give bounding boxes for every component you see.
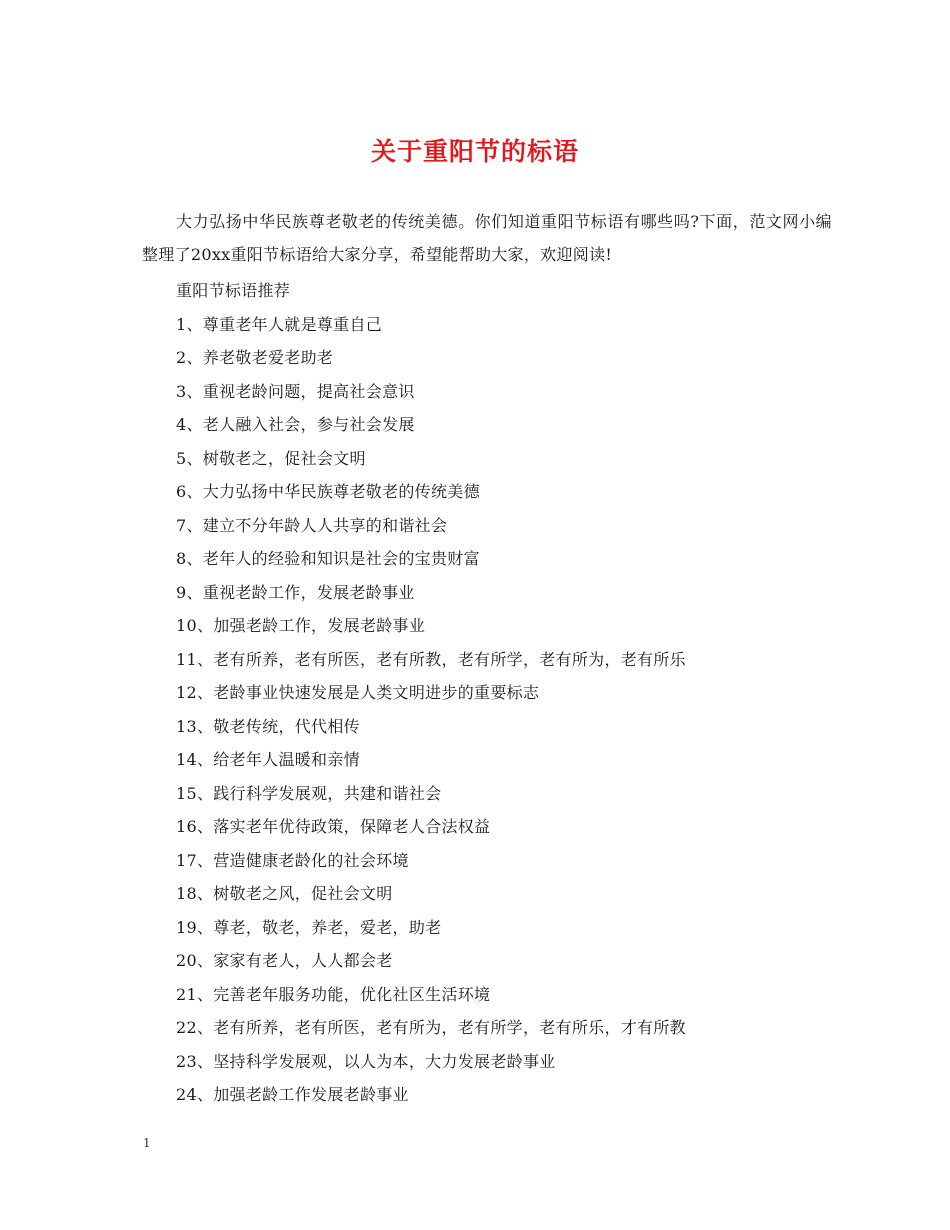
page-title: 关于重阳节的标语 — [370, 137, 579, 166]
intro-paragraph: 大力弘扬中华民族尊老敬老的传统美德。你们知道重阳节标语有哪些吗?下面，范文网小编整理了20xx重阳节标语给大家分享，希望能帮助大家，欢迎阅读! — [142, 212, 832, 264]
section-heading: 重阳节标语推荐 — [176, 281, 291, 300]
list-item: 16、落实老年优待政策，保障老人合法权益 — [176, 817, 491, 836]
list-item: 22、老有所养，老有所医，老有所为，老有所学，老有所乐，才有所教 — [176, 1018, 686, 1037]
list-item: 12、老龄事业快速发展是人类文明进步的重要标志 — [176, 683, 540, 702]
list-item: 3、重视老龄问题，提高社会意识 — [176, 381, 415, 401]
slogan-list — [176, 274, 686, 1112]
list-item: 10、加强老龄工作，发展老龄事业 — [176, 616, 426, 635]
list-item: 24、加强老龄工作发展老龄事业 — [176, 1085, 409, 1104]
list-item: 21、完善老年服务功能，优化社区生活环境 — [176, 984, 491, 1004]
list-item: 5、树敬老之，促社会文明 — [176, 448, 366, 468]
list-item: 13、敬老传统，代代相传 — [176, 716, 360, 736]
list-item: 23、坚持科学发展观，以人为本，大力发展老龄事业 — [176, 1051, 556, 1071]
list-item: 1、尊重老年人就是尊重自己 — [176, 314, 383, 334]
list-item: 6、大力弘扬中华民族尊老敬老的传统美德 — [176, 482, 480, 501]
list-item: 18、树敬老之风，促社会文明 — [176, 884, 393, 903]
list-item: 11、老有所养，老有所医，老有所教，老有所学，老有所为，老有所乐 — [176, 649, 686, 669]
page-number: 1 — [143, 1136, 151, 1150]
list-item: 2、养老敬老爱老助老 — [176, 348, 334, 367]
list-item: 15、践行科学发展观，共建和谐社会 — [176, 783, 442, 803]
list-item: 14、给老年人温暖和亲情 — [176, 750, 360, 769]
list-item: 20、家家有老人，人人都会老 — [176, 951, 393, 970]
list-item: 7、建立不分年龄人人共享的和谐社会 — [176, 515, 448, 535]
list-item: 17、营造健康老龄化的社会环境 — [176, 850, 409, 870]
list-item: 9、重视老龄工作，发展老龄事业 — [176, 582, 415, 602]
list-item: 4、老人融入社会，参与社会发展 — [176, 415, 415, 434]
list-item: 8、老年人的经验和知识是社会的宝贵财富 — [176, 549, 480, 568]
list-item: 19、尊老，敬老，养老，爱老，助老 — [176, 917, 442, 937]
